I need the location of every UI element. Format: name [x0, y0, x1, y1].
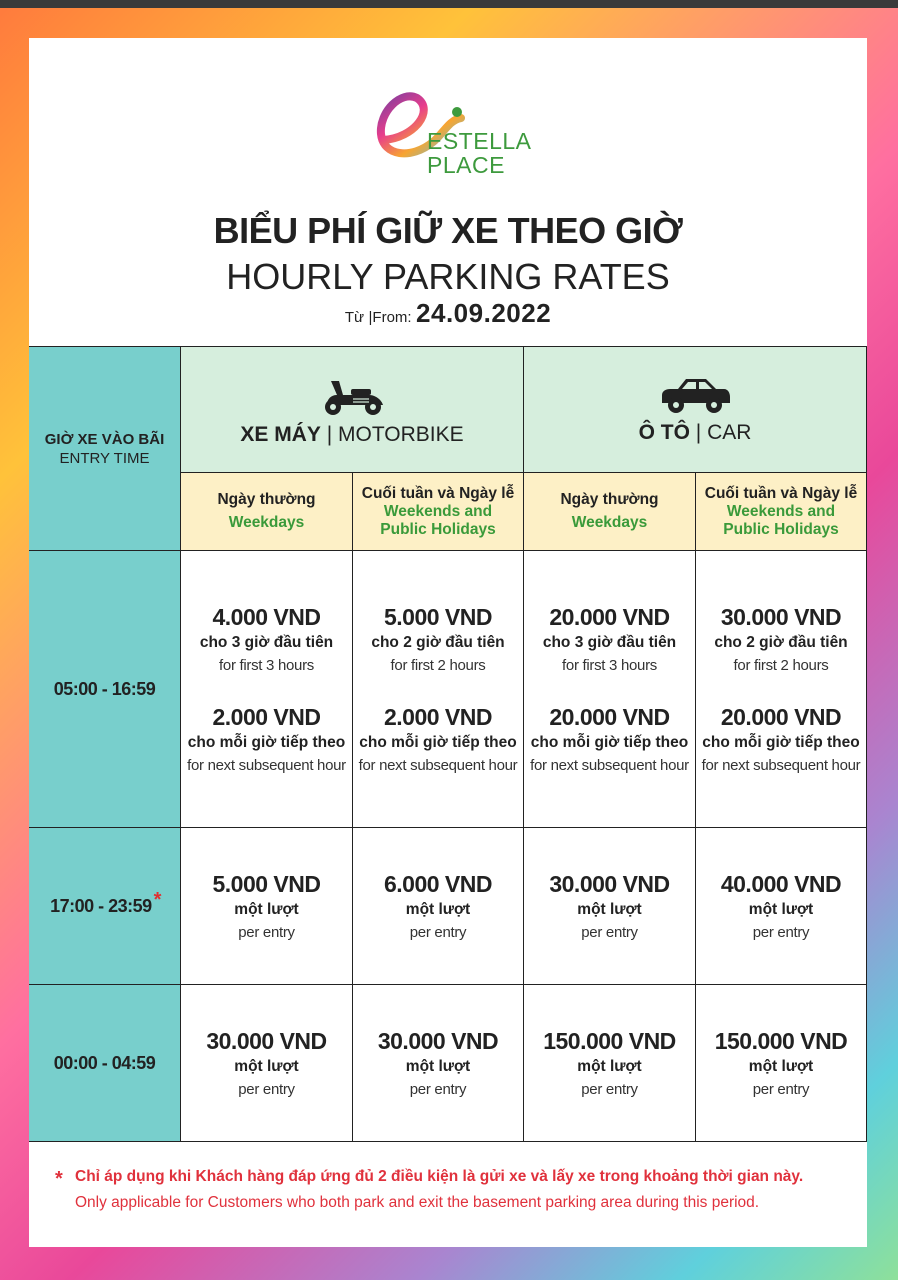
motorbike-label-en: MOTORBIKE [338, 422, 464, 446]
from-date: 24.09.2022 [416, 298, 552, 328]
asterisk-marker: * [153, 888, 161, 911]
from-label-vn: Từ [344, 309, 365, 326]
footnote-en: Only applicable for Customers who both park and exit the basement parking area during this period. [75, 1194, 760, 1211]
rate-cell [524, 985, 696, 1142]
rate-desc-en: per entry [409, 1081, 467, 1098]
rate-cell [524, 828, 696, 985]
weekday-label-en: Weekdays [571, 514, 648, 531]
rate-desc-en: for first 3 hours [219, 657, 314, 674]
rate-desc-en: per entry [581, 1081, 638, 1098]
rate-desc-vn: một lượt [748, 1058, 814, 1075]
logo-line-2: PLACE [427, 152, 505, 178]
motorbike-label [240, 423, 463, 447]
car-weekday-header [524, 473, 696, 551]
rate-desc-vn: một lượt [577, 1058, 642, 1075]
rate-desc-en: per entry [581, 924, 638, 941]
rate-cell [353, 985, 524, 1142]
rate-desc-en: per entry [409, 924, 467, 941]
rate-price: 2.000 VND [383, 704, 492, 730]
rate-desc-vn: cho mỗi giờ tiếp theo [530, 734, 689, 751]
rate-desc-vn: cho 3 giờ đầu tiên [542, 634, 677, 651]
weekday-label-vn: Ngày thường [217, 491, 316, 508]
rate-desc-vn: cho mỗi giờ tiếp theo [702, 734, 860, 751]
rate-desc-vn: một lượt [405, 901, 471, 918]
rate-price: 30.000 VND [720, 604, 842, 630]
parking-rates-poster [29, 38, 867, 1247]
rate-desc-vn: cho 2 giờ đầu tiên [371, 634, 505, 651]
rate-price: 40.000 VND [720, 871, 842, 897]
rate-desc-vn: một lượt [405, 1058, 471, 1075]
time-slot-label: 00:00 - 04:59 [53, 1052, 156, 1073]
title-vietnamese: BIỂU PHÍ GIỮ XE THEO GIỜ [213, 210, 683, 251]
weekend-label-vn: Cuối tuần và Ngày lễ [704, 484, 858, 502]
rate-price: 20.000 VND [720, 704, 842, 730]
rate-price: 150.000 VND [714, 1028, 848, 1054]
rate-desc-vn: cho mỗi giờ tiếp theo [359, 734, 517, 751]
rate-desc-vn: một lượt [234, 1058, 299, 1075]
rate-desc-vn: một lượt [234, 901, 299, 918]
rates-table [29, 346, 867, 1142]
rate-desc-en: for next subsequent hour [187, 757, 346, 774]
rate-desc-vn: cho 2 giờ đầu tiên [714, 634, 848, 651]
rate-desc-en: for first 3 hours [562, 657, 657, 674]
rate-price: 4.000 VND [212, 604, 321, 630]
motorbike-weekday-header [181, 473, 353, 551]
car-header [524, 347, 867, 473]
rate-cell [353, 828, 524, 985]
from-label-en: From: [372, 309, 412, 326]
rate-cell [181, 828, 353, 985]
rate-desc-en: for first 2 hours [390, 657, 486, 674]
rate-desc-en: per entry [752, 924, 810, 941]
time-slot-label: 05:00 - 16:59 [53, 678, 156, 699]
rate-desc-en: per entry [238, 924, 295, 941]
logo-line-1: ESTELLA [427, 128, 532, 154]
motorbike-icon [317, 373, 387, 417]
rate-cell [524, 551, 696, 828]
car-icon [658, 375, 732, 415]
car-weekend-header [696, 473, 867, 551]
rate-price: 6.000 VND [383, 871, 492, 897]
rate-price: 30.000 VND [206, 1028, 327, 1054]
time-slot-row-2 [29, 828, 181, 985]
estella-place-logo [375, 90, 565, 186]
rate-desc-en: for next subsequent hour [701, 757, 861, 774]
footnote-asterisk: * [55, 1168, 63, 1190]
rate-price: 20.000 VND [549, 704, 670, 730]
time-slot-row-1 [29, 551, 181, 828]
rate-price: 150.000 VND [543, 1028, 676, 1054]
rate-desc-en: per entry [238, 1081, 295, 1098]
rate-price: 20.000 VND [549, 604, 670, 630]
rate-desc-vn: cho 3 giờ đầu tiên [199, 634, 334, 651]
weekday-label-en: Weekdays [228, 514, 305, 531]
rate-price: 5.000 VND [383, 604, 492, 630]
car-label-vn: Ô TÔ [638, 420, 690, 444]
car-label-sep: | [695, 420, 702, 444]
rate-cell [181, 551, 353, 828]
rate-cell [353, 551, 524, 828]
rate-desc-vn: cho mỗi giờ tiếp theo [187, 734, 346, 751]
weekend-label-en: Weekends and Public Holidays [723, 502, 839, 538]
weekend-label-vn: Cuối tuần và Ngày lễ [361, 484, 515, 502]
weekday-label-vn: Ngày thường [560, 491, 659, 508]
rate-desc-en: for next subsequent hour [358, 757, 518, 774]
rate-cell [696, 551, 867, 828]
footnote-vn: Chỉ áp dụng khi Khách hàng đáp ứng đủ 2 điều kiện là gửi xe và lấy xe trong khoảng thời gian này. [75, 1168, 804, 1185]
car-label [639, 421, 752, 445]
rate-price: 30.000 VND [377, 1028, 499, 1054]
rate-price: 2.000 VND [212, 704, 321, 730]
time-slot-row-3 [29, 985, 181, 1142]
motorbike-label-vn: XE MÁY [240, 422, 321, 446]
entry-time-header-vn: GIỜ XE VÀO BÃI [44, 430, 165, 448]
rate-desc-en: for first 2 hours [733, 657, 829, 674]
title-english: HOURLY PARKING RATES [226, 256, 670, 297]
rate-price: 30.000 VND [549, 871, 670, 897]
rate-desc-vn: một lượt [748, 901, 814, 918]
rate-cell [696, 985, 867, 1142]
top-bar [0, 0, 898, 8]
rate-desc-en: for next subsequent hour [530, 757, 689, 774]
entry-time-header [29, 347, 181, 551]
weekend-label-en: Weekends and Public Holidays [380, 502, 496, 538]
motorbike-label-sep: | [326, 422, 333, 446]
effective-date [29, 298, 867, 329]
rate-cell [181, 985, 353, 1142]
car-label-en: CAR [707, 420, 752, 444]
rate-cell [696, 828, 867, 985]
rate-desc-vn: một lượt [577, 901, 642, 918]
entry-time-header-en: ENTRY TIME [59, 449, 150, 467]
rate-desc-en: per entry [752, 1081, 810, 1098]
motorbike-weekend-header [353, 473, 524, 551]
motorbike-header [181, 347, 524, 473]
time-slot-label: 17:00 - 23:59 * [50, 888, 161, 916]
rate-price: 5.000 VND [212, 871, 321, 897]
from-separator: | [368, 309, 373, 326]
